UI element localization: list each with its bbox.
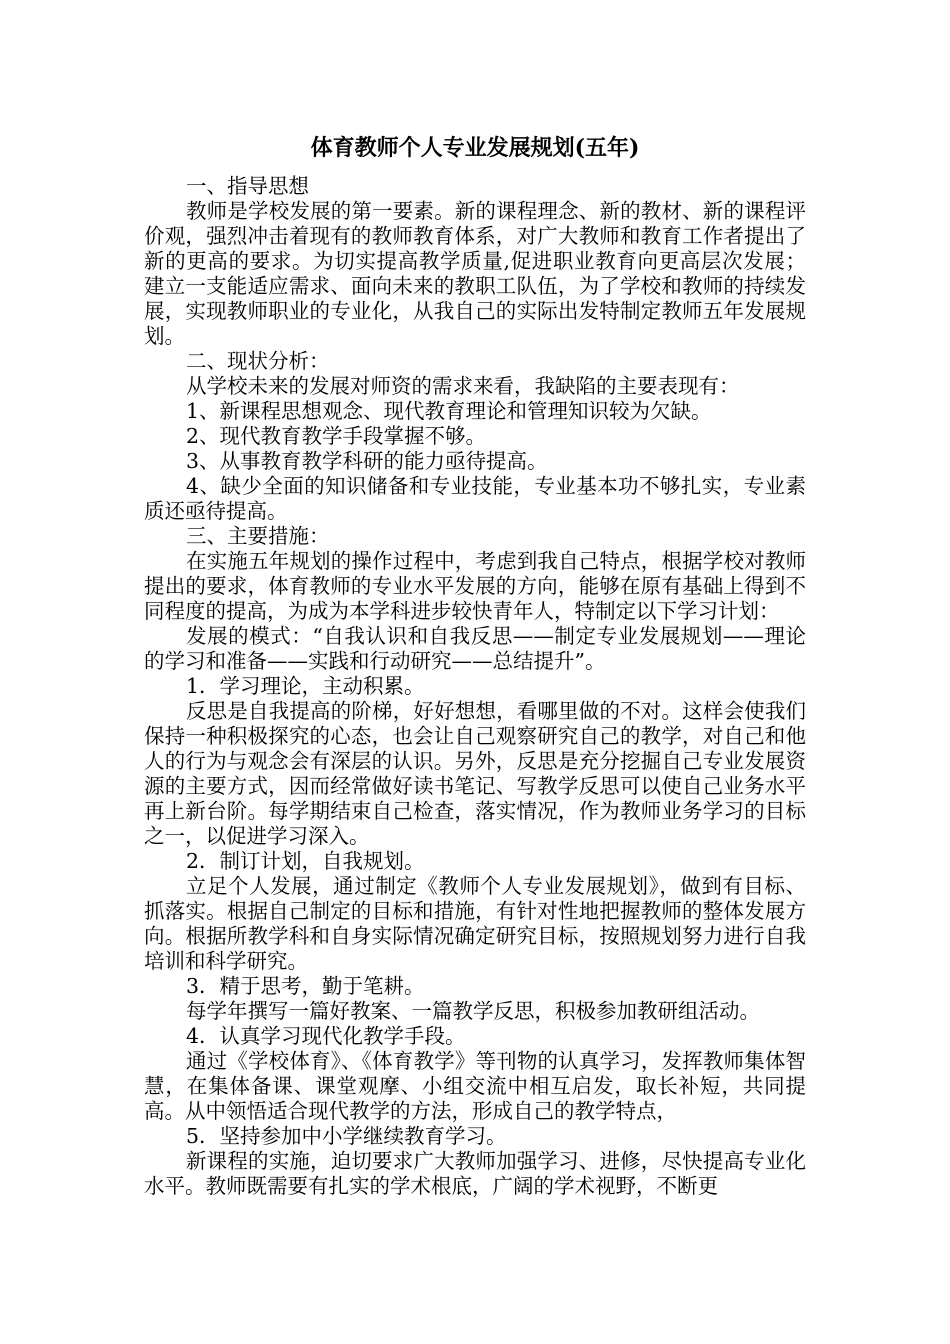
paragraph: 每学年撰写一篇好教案、一篇教学反思，积极参加教研组活动。 [186,999,760,1023]
subheading: 1．学习理论，主动积累。 [186,674,425,698]
paragraph: 在实施五年规划的操作过程中，考虑到我自己特点，根据学校对教师提出的要求，体育教师的专业水平发展的方向，能够在原有基础上得到不同程度的提高，为成为本学科进步较快青年人，特制定以下学习计划： [144,549,806,623]
paragraph: 教师是学校发展的第一要素。新的课程理念、新的教材、新的课程评价观，强烈冲击着现有的教师教育体系，对广大教师和教育工作者提出了新的更高的要求。为切实提高教学质量,促进职业教育向更高层次发展；建立一支能适应需求、面向未来的教职工队伍，为了学校和教师的持续发展，实现教师职业的专业化，从我自己的实际出发特制定教师五年发展规划。 [144,199,806,348]
subheading: 2．制订计划，自我规划。 [186,849,425,873]
paragraph: 从学校未来的发展对师资的需求来看，我缺陷的主要表现有： [186,374,740,398]
list-item: 3、从事教育教学科研的能力亟待提高。 [186,449,548,473]
paragraph: 通过《学校体育》、《体育教学》等刊物的认真学习，发挥教师集体智慧，在集体备课、课堂观摩、小组交流中相互启发，取长补短，共同提高。从中领悟适合现代教学的方法，形成自己的教学特点， [144,1049,806,1123]
document-page [144,130,806,1199]
document-body [144,174,806,1199]
list-item: 2、现代教育教学手段掌握不够。 [186,424,487,448]
paragraph: 立足个人发展，通过制定《教师个人专业发展规划》，做到有目标、抓落实。根据自己制定的目标和措施，有针对性地把握教师的整体发展方向。根据所教学科和自身实际情况确定研究目标，按照规划努力进行自我培训和科学研究。 [144,874,806,973]
document-title: 体育教师个人专业发展规划(五年) [310,135,640,161]
section-heading-guiding-ideology: 一、指导思想 [186,174,309,198]
paragraph: 新课程的实施，迫切要求广大教师加强学习、进修，尽快提高专业化水平。教师既需要有扎实的学术根底，广阔的学术视野，不断更 [144,1149,806,1198]
subheading: 5．坚持参加中小学继续教育学习。 [186,1124,507,1148]
subheading: 3．精于思考，勤于笔耕。 [186,974,425,998]
paragraph: 反思是自我提高的阶梯，好好想想，看哪里做的不对。这样会使我们保持一种积极探究的心态，也会让自己观察研究自己的教学，对自己和他人的行为与观念会有深层的认识。另外，反思是充分挖掘自己专业发展资源的主要方式，因而经常做好读书笔记、写教学反思可以使自己业务水平再上新台阶。每学期结束自己检查，落实情况，作为教师业务学习的目标之一，以促进学习深入。 [144,699,806,848]
section-heading-status-analysis: 二、现状分析： [186,349,330,373]
paragraph: 发展的模式：“自我认识和自我反思——制定专业发展规划——理论的学习和准备——实践和行动研究——总结提升”。 [144,624,806,673]
subheading: 4．认真学习现代化教学手段。 [186,1024,466,1048]
section-heading-main-measures: 三、主要措施： [186,524,330,548]
list-item: 4、缺少全面的知识储备和专业技能，专业基本功不够扎实，专业素质还亟待提高。 [144,474,806,523]
list-item: 1、新课程思想观念、现代教育理论和管理知识较为欠缺。 [186,399,712,423]
